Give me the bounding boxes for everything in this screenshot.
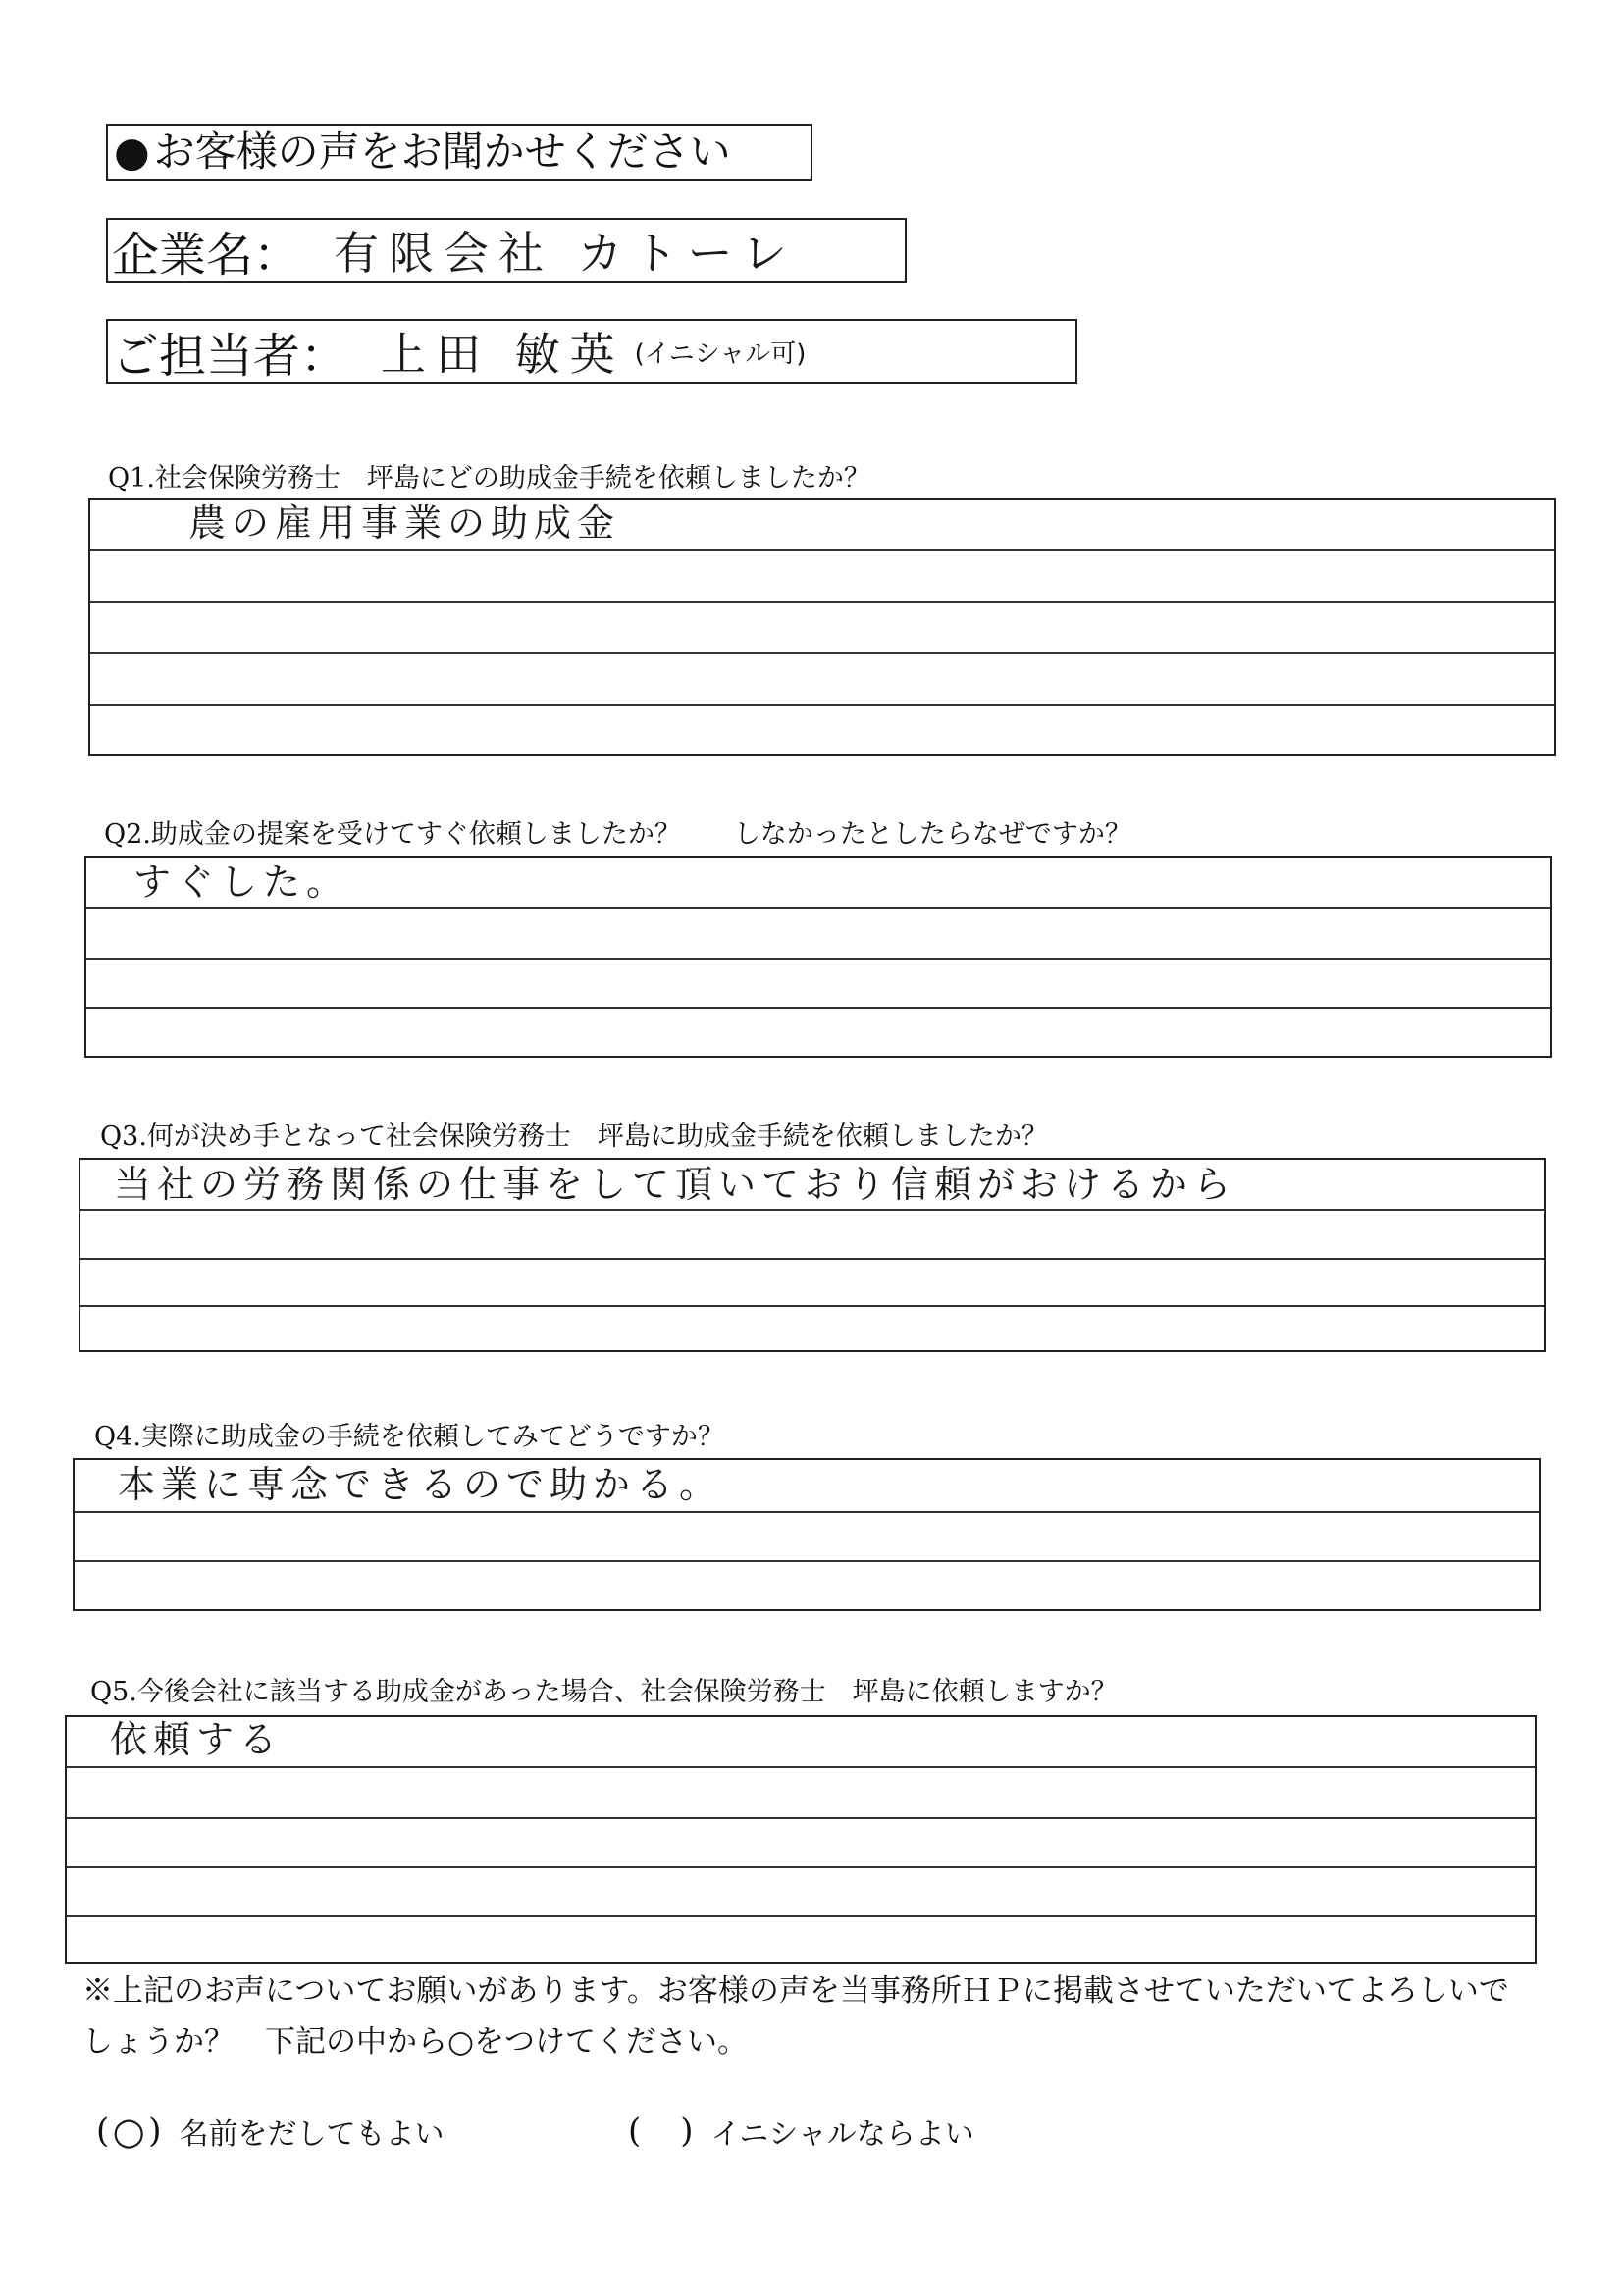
question-1: Q1.社会保険労務士 坪島にどの助成金手続を依頼しましたか？ [108,463,870,494]
option-close-paren: ) [680,2112,694,2151]
answer-line [67,1915,1535,1917]
circle-mark-icon: ○ [112,2110,145,2153]
answer-line [86,907,1550,909]
question-3: Q3.何が決め手となって社会保険労務士 坪島に助成金手続を依頼しましたか？ [100,1122,1048,1152]
answer-line [75,1511,1539,1513]
answer-2: すぐした。 [133,861,350,904]
bullet-icon: ● [114,128,150,176]
publication-notice: ※上記のお声についてお願いがあります。お客様の声を当事務所ＨＰに掲載させていただいてよろしいでしょうか？ 下記の中から○をつけてください。 [82,1973,1509,2060]
answer-line [75,1560,1539,1562]
option-initial-ok[interactable] [628,2110,974,2153]
answer-line [67,1866,1535,1868]
answer-box-3 [79,1158,1546,1352]
option-name-ok[interactable] [96,2110,445,2153]
answer-5: 依頼する [110,1718,284,1761]
question-2: Q2.助成金の提案を受けてすぐ依頼しましたか？ しなかったとしたらなぜですか？ [104,819,1131,850]
answer-box-1 [88,498,1556,756]
option-label: 名前をだしてもよい [179,2117,445,2152]
answer-3: 当社の労務関係の仕事をして頂いており信頼がおけるから [114,1163,1237,1206]
company-label: 企業名： [112,227,301,283]
option-open-paren: ( [96,2112,110,2151]
answer-line [80,1258,1544,1260]
answer-1: 農の雇用事業の助成金 [188,501,621,545]
answer-line [90,652,1554,654]
company-value: 有限会社 カトーレ [334,227,797,280]
answer-line [80,1209,1544,1211]
answer-box-5 [65,1715,1537,1964]
option-open-paren: ( [628,2112,642,2151]
answer-box-2 [84,856,1552,1058]
answer-line [90,601,1554,603]
contact-note: (イニシャル可) [634,339,807,369]
answer-line [67,1817,1535,1819]
question-4: Q4.実際に助成金の手続を依頼してみてどうですか？ [94,1422,724,1452]
question-5: Q5.今後会社に該当する助成金があった場合、社会保険労務士 坪島に依頼しますか？ [90,1677,1118,1707]
company-field [106,218,907,283]
option-close-paren: ) [148,2112,162,2151]
option-label: イニシャルならよい [710,2117,974,2152]
contact-field [106,319,1077,384]
contact-value: 上田 敏英 [381,328,625,381]
answer-line [90,549,1554,551]
form-title [106,124,812,181]
answer-4: 本業に専念できるので助かる。 [118,1463,723,1506]
form-title-text: お客様の声をお聞かせください [153,128,731,176]
answer-box-4 [73,1458,1541,1611]
answer-line [86,958,1550,960]
answer-line [90,704,1554,706]
answer-line [67,1766,1535,1768]
contact-label: ご担当者： [112,328,348,384]
answer-line [86,1007,1550,1009]
answer-line [80,1305,1544,1307]
